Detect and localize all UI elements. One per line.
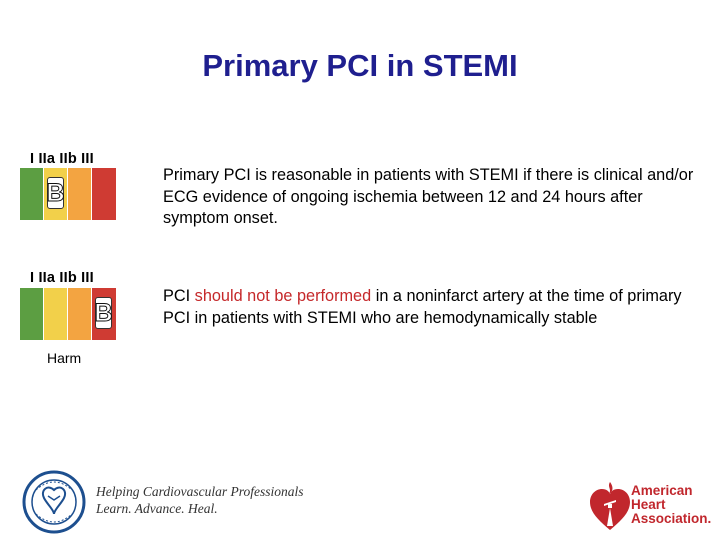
acc-tagline-line-2: Learn. Advance. Heal. [96,501,218,516]
class-iia-segment [44,288,68,340]
acc-tagline [96,483,304,517]
aha-line-3: Association. [631,511,712,526]
level-of-evidence-badge: B [47,177,64,209]
aha-line-1: American [631,483,693,498]
recommendation-text-before: PCI [163,287,195,305]
class-iia-segment [44,168,68,220]
recommendation-text-1: Primary PCI is reasonable in patients with STEMI if there is clinical and/or ECG evidence of ongoing ischemia between 12 and 24 hours after symptom onset. [163,166,694,227]
class-harm-note: Harm [47,350,82,366]
class-bar-1 [20,168,116,220]
class-i-segment [20,168,44,220]
aha-heart-torch-logo [588,478,632,539]
class-bar-2 [20,288,116,340]
aha-wordmark [631,484,711,526]
class-iii-segment [92,168,116,220]
class-iib-segment [68,168,92,220]
recommendation-text-after: in a noninfarct artery at the time of primary PCI in patients with STEMI who are hemodynamically stable [163,287,682,327]
class-labels-1: I IIa IIb III [30,151,94,167]
acc-tagline-line-1: Helping Cardiovascular Professionals [96,484,304,499]
slide-title: Primary PCI in STEMI [202,48,518,83]
aha-line-2: Heart [631,497,666,512]
recommendation-text-2 [163,286,703,329]
class-iii-segment [92,288,116,340]
recommendation-emphasis: should not be performed [194,287,372,305]
class-i-segment [20,288,44,340]
class-labels-2: I IIa IIb III [30,270,94,286]
level-of-evidence-badge: B [95,297,112,329]
class-iib-segment [68,288,92,340]
acc-seal-logo [22,470,86,539]
